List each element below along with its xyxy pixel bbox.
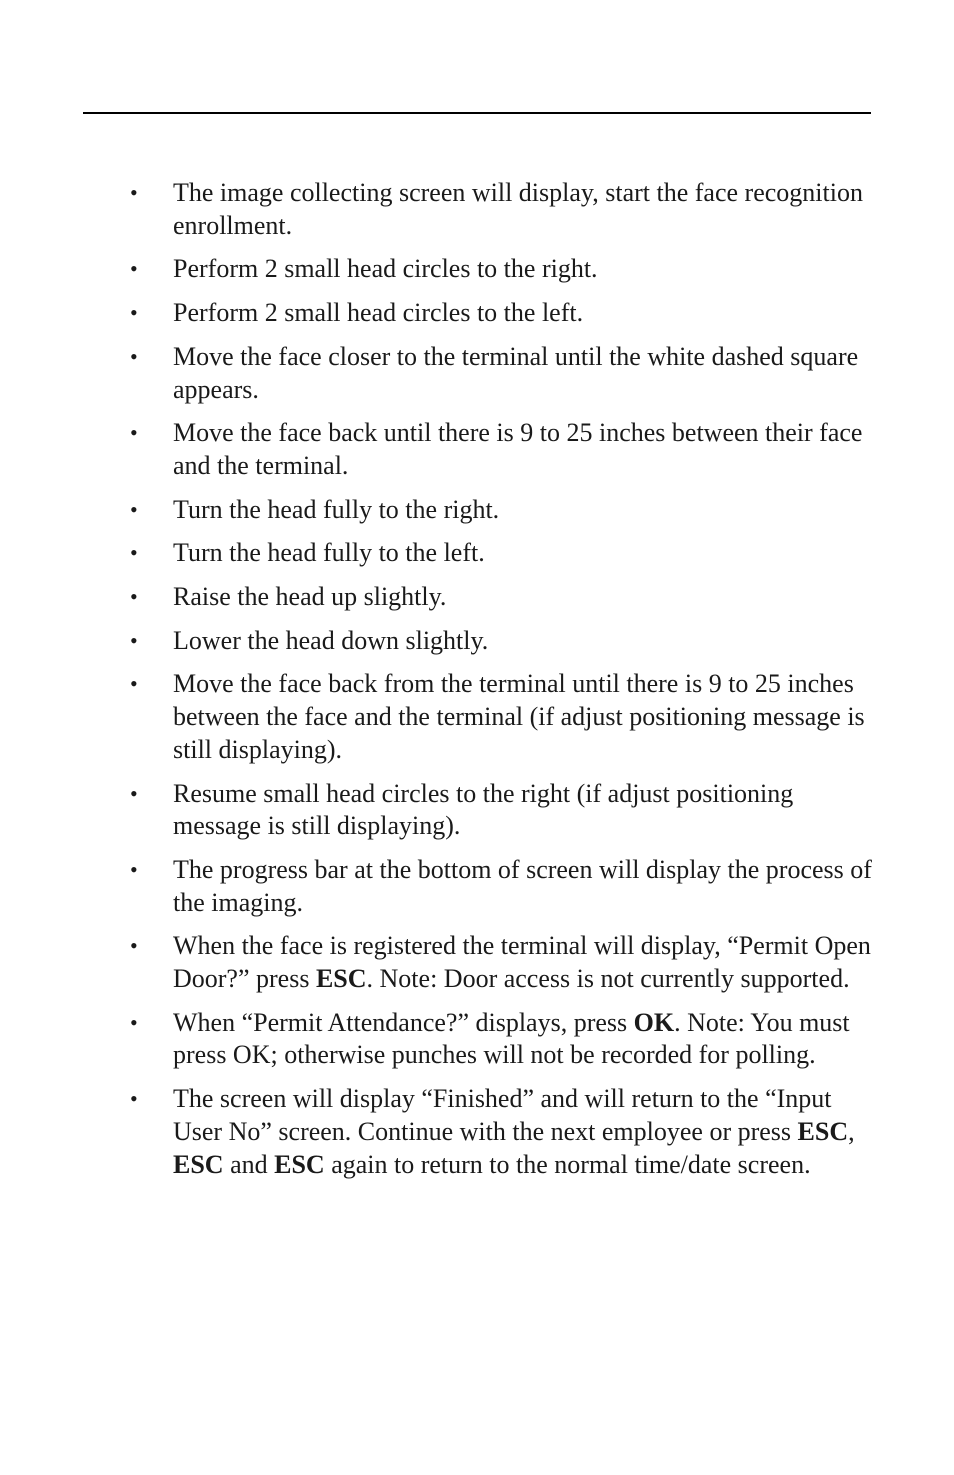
- list-item-text: [173, 254, 598, 283]
- key-label: ESC: [315, 964, 367, 994]
- text-run: Turn the head fully to the left.: [173, 538, 485, 568]
- text-run: . Note: Door access is not currently supported.: [366, 964, 850, 994]
- text-run: Move the face back until there is 9 to 25 inches between their face and the terminal.: [173, 418, 863, 480]
- bullet-icon: •: [130, 420, 138, 446]
- list-item: [127, 668, 872, 766]
- text-run: ,: [848, 1116, 855, 1146]
- bullet-icon: •: [130, 300, 138, 326]
- list-item-text: [173, 626, 488, 655]
- text-run: . Note: You must press OK; otherwise punches will not be recorded for polling.: [173, 1007, 850, 1070]
- list-item: [127, 297, 872, 330]
- list-item: [127, 341, 872, 406]
- text-run: The image collecting screen will display, start the face recognition enrollment.: [173, 178, 863, 240]
- list-item-text: [173, 669, 865, 763]
- list-item-text: [173, 495, 499, 524]
- list-item: [127, 537, 872, 570]
- text-run: Raise the head up slightly.: [173, 582, 447, 612]
- bullet-icon: •: [130, 343, 138, 369]
- list-item-text: [173, 538, 485, 567]
- bullet-icon: •: [130, 496, 138, 522]
- key-label: ESC: [797, 1116, 849, 1146]
- text-run: Resume small head circles to the right (if adjust positioning message is still displaying).: [173, 778, 794, 841]
- bullet-icon: •: [130, 671, 138, 697]
- list-item-text: [173, 342, 858, 404]
- list-item: [127, 1007, 872, 1072]
- list-item-text: [173, 418, 862, 480]
- list-item-text: [173, 582, 446, 611]
- list-item: [127, 177, 872, 242]
- bullet-icon: •: [130, 1086, 138, 1112]
- text-run: Turn the head fully to the right.: [173, 494, 500, 524]
- text-run: Lower the head down slightly.: [173, 625, 489, 655]
- list-item: [127, 930, 872, 995]
- text-run: When “Permit Attendance?” displays, press: [173, 1007, 634, 1037]
- bullet-icon: •: [130, 1009, 138, 1035]
- text-run: and: [223, 1149, 275, 1179]
- list-item-text: [173, 298, 583, 327]
- list-item-text: [173, 931, 871, 993]
- list-item-text: [173, 1008, 850, 1070]
- list-item: [127, 778, 872, 843]
- bullet-icon: •: [130, 540, 138, 566]
- list-item: [127, 1083, 872, 1181]
- bullet-icon: •: [130, 627, 138, 653]
- bullet-icon: •: [130, 780, 138, 806]
- list-item-text: [173, 1084, 855, 1178]
- list-item: [127, 854, 872, 919]
- instruction-list: [127, 177, 872, 1192]
- text-run: Perform 2 small head circles to the left.: [173, 298, 584, 328]
- text-run: The progress bar at the bottom of screen will display the process of the imaging.: [173, 854, 872, 917]
- text-run: again to return to the normal time/date screen.: [324, 1149, 811, 1179]
- list-item: [127, 581, 872, 614]
- bullet-icon: •: [130, 933, 138, 959]
- key-label: OK: [633, 1007, 675, 1037]
- bullet-icon: •: [130, 856, 138, 882]
- bullet-icon: •: [130, 256, 138, 282]
- list-item: [127, 625, 872, 658]
- header-rule: [83, 112, 871, 114]
- text-run: When the face is registered the terminal will display, “Permit Open Door?” press: [173, 931, 871, 994]
- text-run: Move the face closer to the terminal until the white dashed square appears.: [173, 341, 859, 404]
- list-item: [127, 417, 872, 482]
- key-label: ESC: [274, 1149, 325, 1179]
- list-item: [127, 253, 872, 286]
- text-run: Perform 2 small head circles to the right.: [173, 254, 598, 284]
- key-label: ESC: [173, 1149, 224, 1179]
- bullet-icon: •: [130, 584, 138, 610]
- text-run: Move the face back from the terminal until there is 9 to 25 inches between the face and the terminal (if adjust positioning message is still displaying).: [173, 669, 865, 764]
- list-item-text: [173, 855, 872, 917]
- list-item: [127, 494, 872, 527]
- list-item-text: [173, 779, 793, 841]
- bullet-icon: •: [130, 180, 138, 205]
- text-run: The screen will display “Finished” and will return to the “Input User No” screen. Continue with the next employee or press: [173, 1084, 832, 1146]
- list-item-text: [173, 178, 863, 240]
